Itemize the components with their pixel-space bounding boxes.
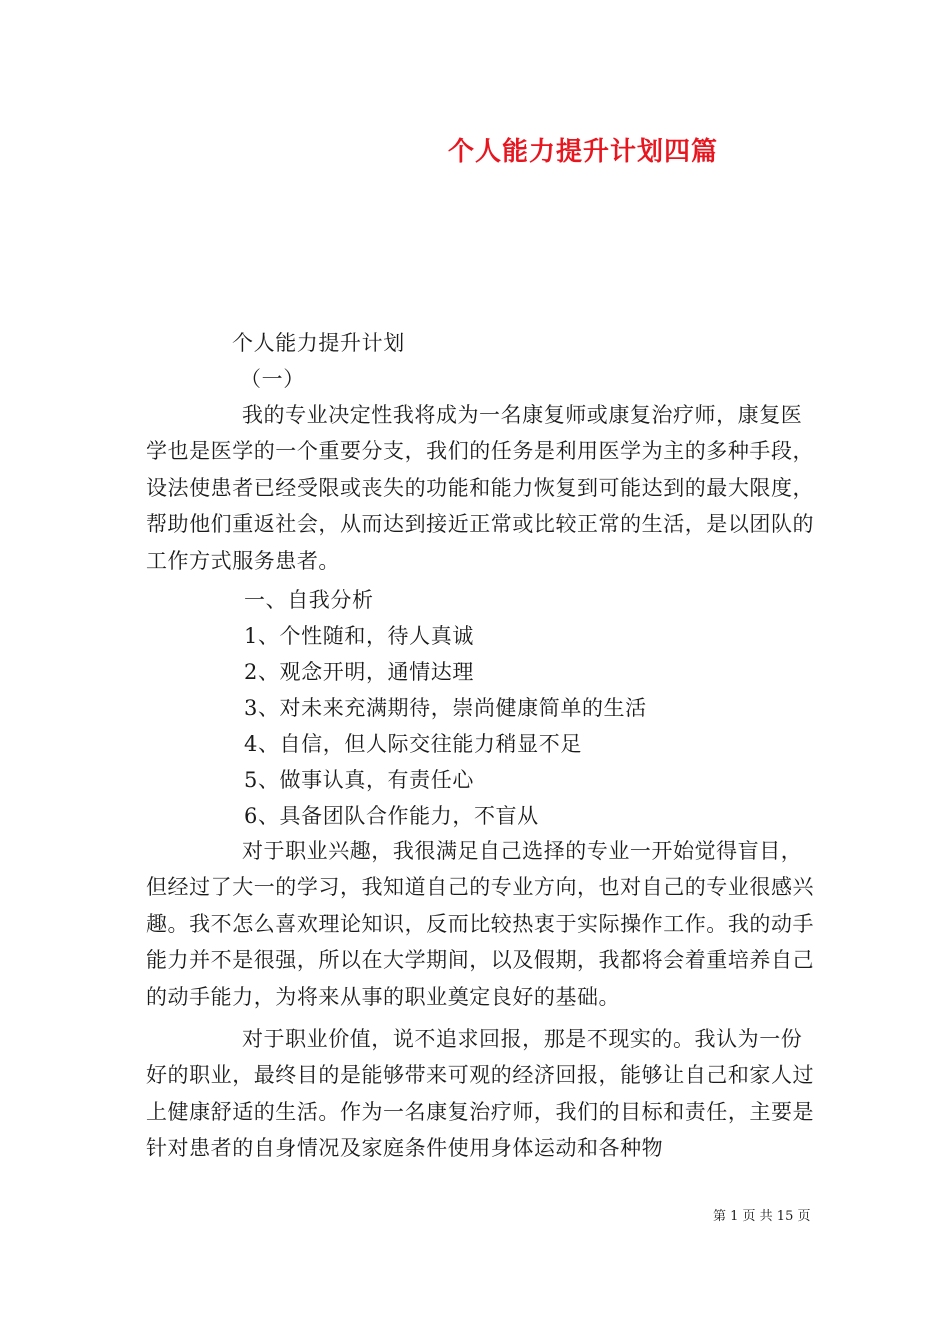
- self-analysis-item: 2、观念开明，通情达理: [244, 660, 474, 684]
- self-analysis-item: 3、对未来充满期待，崇尚健康简单的生活: [244, 696, 647, 720]
- section-number: （一）: [240, 367, 305, 391]
- page-indicator: 第 1 页 共 15 页: [713, 1209, 811, 1224]
- interest-paragraph: 对于职业兴趣，我很满足自己选择的专业一开始觉得盲目，但经过了大一的学习，我知道自己的专业方向，也对自己的专业很感兴趣。我不怎么喜欢理论知识，反而比较热衷于实际操作工作。我的动手能力并不是很强，所以在大学期间，以及假期，我都将会着重培养自己的动手能力，为将来从事的职业奠定良好的基础。: [146, 839, 815, 1009]
- self-analysis-item: 1、个性随和，待人真诚: [244, 624, 474, 648]
- self-analysis-item: 5、做事认真，有责任心: [244, 768, 474, 792]
- intro-paragraph: 我的专业决定性我将成为一名康复师或康复治疗师，康复医学也是医学的一个重要分支，我们的任务是利用医学为主的多种手段，设法使患者已经受限或丧失的功能和能力恢复到可能达到的最大限度，帮助他们重返社会，从而达到接近正常或比较正常的生活，是以团队的工作方式服务患者。: [146, 403, 815, 573]
- self-analysis-heading: 一、自我分析: [244, 588, 374, 612]
- document-subtitle: 个人能力提升计划: [232, 331, 405, 355]
- self-analysis-item: 4、自信，但人际交往能力稍显不足: [244, 732, 582, 756]
- value-paragraph: 对于职业价值，说不追求回报，那是不现实的。我认为一份好的职业，最终目的是能够带来可观的经济回报，能够让自己和家人过上健康舒适的生活。作为一名康复治疗师，我们的目标和责任，主要是针对患者的自身情况及家庭条件使用身体运动和各种物: [146, 1027, 815, 1161]
- self-analysis-item: 6、具备团队合作能力，不盲从: [244, 804, 539, 828]
- document-title: 个人能力提升计划四篇: [448, 137, 719, 167]
